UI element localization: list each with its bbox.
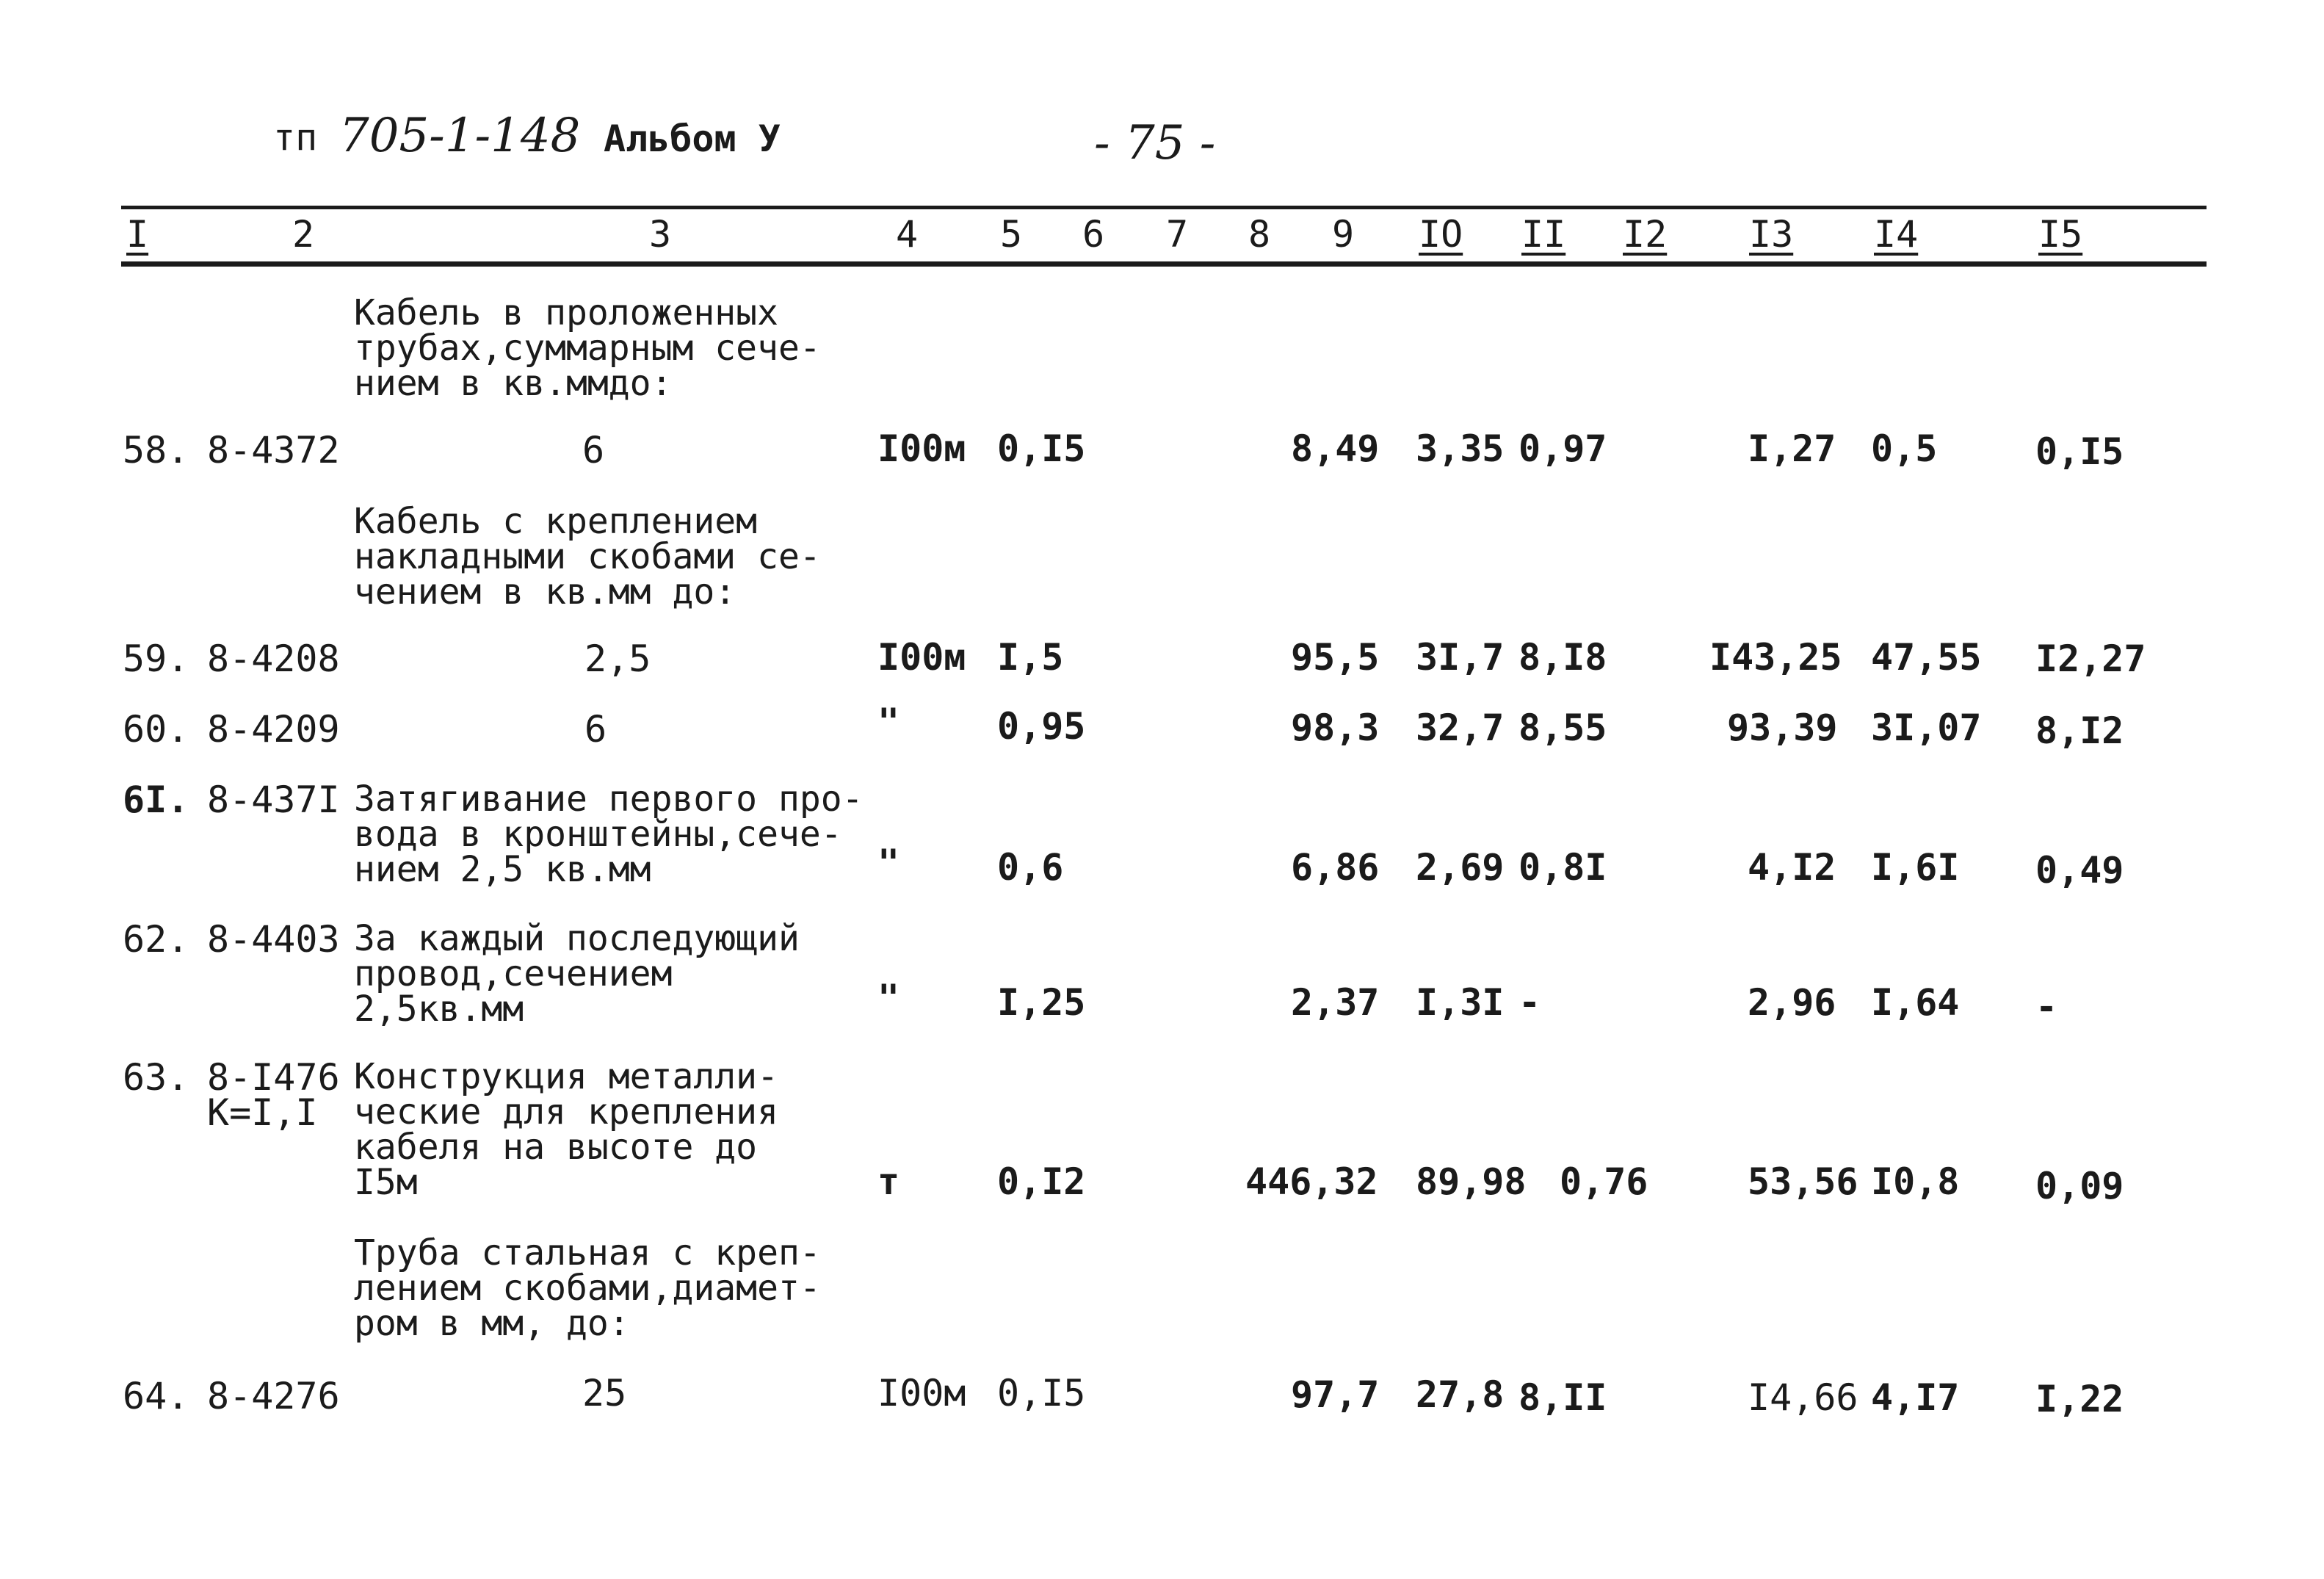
- unit: т: [877, 1160, 900, 1203]
- value-col-10: 89,98: [1416, 1160, 1527, 1203]
- column-header-8: 8: [1248, 213, 1271, 256]
- column-header-3: 3: [649, 213, 672, 256]
- doc-number: 705-1-148: [339, 109, 581, 163]
- value-col-14: 4,I7: [1871, 1376, 1960, 1419]
- norm-code: 8-4209: [207, 708, 340, 751]
- value-col-14: I,64: [1871, 981, 1960, 1024]
- item-name: 6: [582, 429, 605, 471]
- value-col-11: 0,8I: [1518, 846, 1607, 889]
- value-col-10: 3I,7: [1416, 636, 1505, 679]
- value-col-13: 53,56: [1748, 1160, 1858, 1203]
- album-label: Альбом У: [604, 118, 781, 160]
- value-col-9: 446,32: [1245, 1160, 1378, 1203]
- value-col-10: 27,8: [1416, 1373, 1505, 1416]
- quantity: 0,I5: [997, 427, 1086, 470]
- value-col-13: I4,66: [1748, 1376, 1858, 1419]
- value-col-14: 47,55: [1871, 636, 1982, 679]
- value-col-9: 2,37: [1291, 981, 1380, 1024]
- value-col-14: I,6I: [1871, 846, 1960, 889]
- value-col-13: I43,25: [1709, 636, 1842, 679]
- column-header-7: 7: [1166, 213, 1189, 256]
- norm-coefficient: К=I,I: [207, 1091, 318, 1134]
- column-header-1: I: [126, 213, 149, 256]
- value-col-11: -: [1518, 981, 1541, 1024]
- value-col-11: 8,I8: [1518, 636, 1607, 679]
- unit: I00м: [877, 427, 966, 470]
- value-col-13: I,27: [1748, 427, 1836, 470]
- section-heading-cable-in-pipes: Кабель в проложенных трубах,суммарным сече- нием в кв.ммдо:: [354, 292, 821, 404]
- value-col-9: 6,86: [1291, 846, 1380, 889]
- unit: ": [877, 842, 900, 884]
- doc-prefix: тп: [273, 116, 318, 159]
- unit: I00м: [877, 636, 966, 679]
- quantity: 0,6: [997, 846, 1064, 889]
- column-header-13: I3: [1749, 213, 1794, 256]
- column-header-9: 9: [1332, 213, 1355, 256]
- column-header-12: I2: [1623, 213, 1668, 256]
- value-col-15: -: [2035, 986, 2058, 1028]
- row-number: 6I.: [123, 778, 189, 821]
- page-number: - 75 -: [1094, 116, 1216, 170]
- unit: ": [877, 701, 900, 743]
- row-number: 62.: [123, 918, 189, 961]
- table-header-rule: [121, 261, 2207, 267]
- column-header-4: 4: [896, 213, 919, 256]
- column-header-5: 5: [1000, 213, 1023, 256]
- value-col-15: 0,09: [2035, 1165, 2124, 1207]
- item-name: Затягивание первого про- вода в кронштейны,сече- нием 2,5 кв.мм: [354, 778, 864, 890]
- value-col-15: I2,27: [2035, 637, 2146, 680]
- value-col-10: 32,7: [1416, 707, 1505, 749]
- column-header-6: 6: [1082, 213, 1105, 256]
- value-col-9: 8,49: [1291, 427, 1380, 470]
- column-header-14: I4: [1874, 213, 1919, 256]
- value-col-15: 0,49: [2035, 849, 2124, 892]
- value-col-15: 0,I5: [2035, 430, 2124, 473]
- norm-code: 8-4276: [207, 1375, 340, 1417]
- value-col-14: I0,8: [1871, 1160, 1960, 1203]
- norm-code: 8-437I: [207, 778, 340, 821]
- value-col-9: 98,3: [1291, 707, 1380, 749]
- item-name: Конструкция металли- ческие для крепления кабеля на высоте до I5м: [354, 1056, 778, 1203]
- value-col-14: 0,5: [1871, 427, 1938, 470]
- quantity: 0,95: [997, 705, 1086, 748]
- item-name: 2,5: [584, 637, 651, 680]
- value-col-13: 4,I2: [1748, 846, 1836, 889]
- value-col-14: 3I,07: [1871, 707, 1982, 749]
- value-col-9: 97,7: [1291, 1373, 1380, 1416]
- value-col-11: 8,II: [1518, 1376, 1607, 1419]
- value-col-13: 2,96: [1748, 981, 1836, 1024]
- row-number: 63.: [123, 1056, 189, 1099]
- norm-code: 8-I476: [207, 1056, 340, 1099]
- value-col-11: 0,76: [1560, 1160, 1648, 1203]
- value-col-15: 8,I2: [2035, 709, 2124, 752]
- value-col-15: I,22: [2035, 1378, 2124, 1420]
- column-header-15: I5: [2038, 213, 2083, 256]
- value-col-10: I,3I: [1416, 981, 1505, 1024]
- row-number: 59.: [123, 637, 189, 680]
- section-heading-steel-pipe: Труба стальная с креп- лением скобами,диамет- ром в мм, до:: [354, 1232, 821, 1344]
- value-col-10: 3,35: [1416, 427, 1505, 470]
- item-name: 25: [582, 1372, 627, 1414]
- table-top-rule: [121, 206, 2207, 209]
- value-col-11: 8,55: [1518, 707, 1607, 749]
- row-number: 64.: [123, 1375, 189, 1417]
- column-header-2: 2: [292, 213, 315, 256]
- norm-code: 8-4208: [207, 637, 340, 680]
- value-col-9: 95,5: [1291, 636, 1380, 679]
- section-heading-cable-with-brackets: Кабель с креплением накладными скобами се- чением в кв.мм до:: [354, 501, 821, 613]
- quantity: I,5: [997, 636, 1064, 679]
- unit: ": [877, 977, 900, 1019]
- quantity: 0,I5: [997, 1372, 1086, 1414]
- quantity: 0,I2: [997, 1160, 1086, 1203]
- row-number: 58.: [123, 429, 189, 471]
- value-col-11: 0,97: [1518, 427, 1607, 470]
- quantity: I,25: [997, 981, 1086, 1024]
- item-name: За каждый последующий провод,сечением 2,5кв.мм: [354, 918, 800, 1030]
- column-header-11: II: [1521, 213, 1566, 256]
- column-header-10: IO: [1419, 213, 1463, 256]
- norm-code: 8-4372: [207, 429, 340, 471]
- norm-code: 8-4403: [207, 918, 340, 961]
- item-name: 6: [584, 708, 607, 751]
- value-col-10: 2,69: [1416, 846, 1505, 889]
- row-number: 60.: [123, 708, 189, 751]
- unit: I00м: [877, 1372, 966, 1414]
- value-col-13: 93,39: [1727, 707, 1838, 749]
